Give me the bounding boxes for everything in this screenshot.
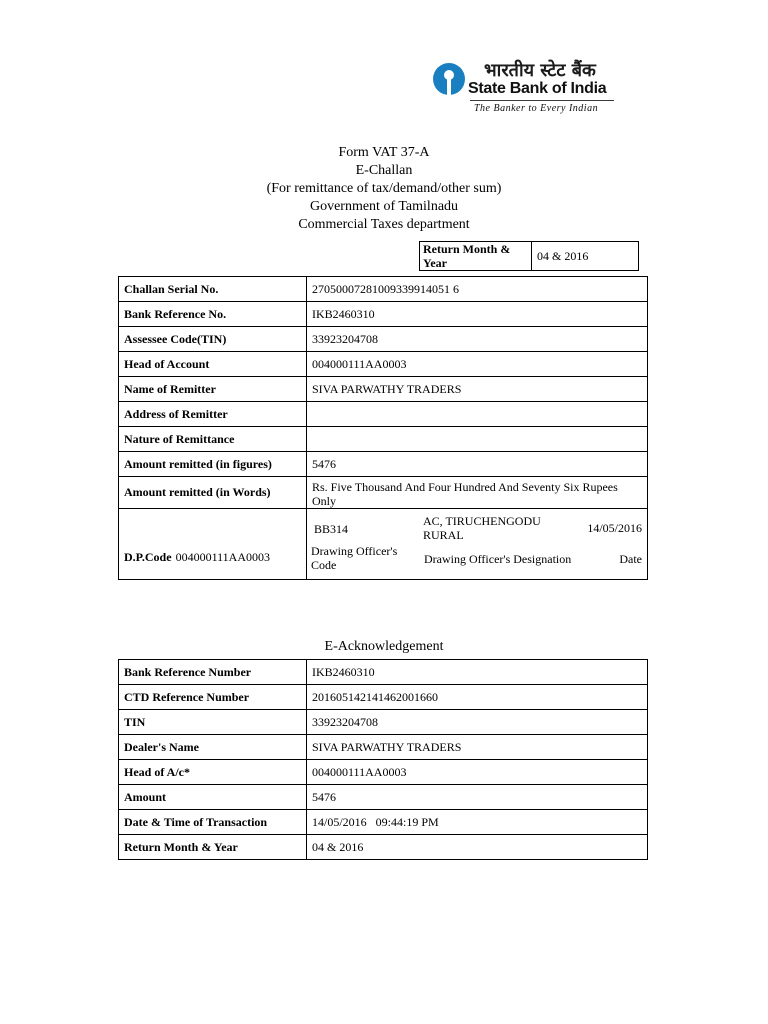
- amount-words-text: Rs. Five Thousand And Four Hundred And Seventy Six Rupees Only: [312, 479, 618, 508]
- amount-figures-value: 5476: [307, 452, 648, 477]
- table-row: [119, 685, 648, 710]
- table-row: [119, 660, 648, 685]
- amount-words-label: Amount remitted (in Words): [119, 477, 307, 509]
- drawing-officer-details: [307, 509, 647, 579]
- ack-dealer-name-value: SIVA PARWATHY TRADERS: [307, 735, 648, 760]
- remitter-name-label: Name of Remitter: [119, 377, 307, 402]
- table-row: [119, 810, 648, 835]
- bank-name-english: State Bank of India: [468, 80, 607, 97]
- challan-serial-value: 27050007281009339914051 6: [307, 277, 648, 302]
- ack-amount-value: 5476: [307, 785, 648, 810]
- return-month-value: 04 & 2016: [532, 242, 639, 271]
- amount-words-value: [307, 477, 648, 509]
- table-row: [119, 452, 648, 477]
- ack-amount-label: Amount: [119, 785, 307, 810]
- table-row: [119, 835, 648, 860]
- dp-code-value: 004000111AA0003: [175, 550, 271, 564]
- drawing-officer-designation-value: AC, TIRUCHENGODU RURAL: [423, 514, 541, 542]
- table-row: [119, 377, 648, 402]
- drawing-date-value: 14/05/2016: [587, 521, 642, 535]
- ack-transaction-time-value: 14/05/2016 09:44:19 PM: [307, 810, 648, 835]
- table-row: [119, 785, 648, 810]
- table-row: [119, 327, 648, 352]
- bank-reference-label: Bank Reference No.: [119, 302, 307, 327]
- form-purpose: (For remittance of tax/demand/other sum): [266, 181, 502, 196]
- remitter-address-value: [307, 402, 648, 427]
- drawing-officer-code-value: BB314: [314, 522, 349, 536]
- head-of-account-value: 004000111AA0003: [307, 352, 648, 377]
- table-row: [119, 735, 648, 760]
- challan-serial-label: Challan Serial No.: [119, 277, 307, 302]
- logo-divider: [470, 100, 614, 101]
- challan-table: [118, 276, 648, 580]
- bank-reference-value: IKB2460310: [307, 302, 648, 327]
- bank-tagline: The Banker to Every Indian: [474, 103, 599, 114]
- table-row: [119, 402, 648, 427]
- ack-head-of-account-value: 004000111AA0003: [307, 760, 648, 785]
- government-name: Government of Tamilnadu: [309, 199, 459, 214]
- form-title: Form VAT 37-A: [338, 145, 430, 160]
- acknowledgement-title: E-Acknowledgement: [324, 639, 444, 654]
- table-row: [119, 352, 648, 377]
- ack-ctd-reference-label: CTD Reference Number: [119, 685, 307, 710]
- assessee-code-value: 33923204708: [307, 327, 648, 352]
- ack-tin-value: 33923204708: [307, 710, 648, 735]
- table-row: [119, 427, 648, 452]
- head-of-account-label: Head of Account: [119, 352, 307, 377]
- assessee-code-label: Assessee Code(TIN): [119, 327, 307, 352]
- ack-head-of-account-label: Head of A/c*: [119, 760, 307, 785]
- remittance-nature-value: [307, 427, 648, 452]
- drawing-officer-code-label: Drawing Officer's Code: [311, 544, 398, 572]
- return-month-box: [419, 241, 639, 271]
- department-name: Commercial Taxes department: [298, 217, 470, 232]
- ack-tin-label: TIN: [119, 710, 307, 735]
- acknowledgement-table: [118, 659, 648, 860]
- form-subtitle: E-Challan: [355, 163, 413, 178]
- remitter-name-value: SIVA PARWATHY TRADERS: [307, 377, 648, 402]
- amount-figures-label: Amount remitted (in figures): [119, 452, 307, 477]
- ack-ctd-reference-value: 201605142141462001660: [307, 685, 648, 710]
- dp-code-label: D.P.Code: [124, 550, 172, 564]
- ack-bank-reference-value: IKB2460310: [307, 660, 648, 685]
- drawing-date-label: Date: [619, 552, 642, 566]
- ack-dealer-name-label: Dealer's Name: [119, 735, 307, 760]
- ack-transaction-time-label: Date & Time of Transaction: [119, 810, 307, 835]
- drawing-officer-designation-label: Drawing Officer's Designation: [424, 552, 572, 566]
- form-title-block: [0, 144, 768, 234]
- table-row: [119, 760, 648, 785]
- ack-return-month-value: 04 & 2016: [307, 835, 648, 860]
- ack-bank-reference-label: Bank Reference Number: [119, 660, 307, 685]
- remittance-nature-label: Nature of Remittance: [119, 427, 307, 452]
- bank-name-hindi: भारतीय स्टेट बैंक: [484, 60, 596, 81]
- dp-code-cell: [119, 509, 307, 580]
- table-row: [119, 302, 648, 327]
- table-row: [119, 277, 648, 302]
- return-month-label: Return Month & Year: [420, 242, 532, 271]
- sbi-logo: [430, 60, 630, 120]
- ack-return-month-label: Return Month & Year: [119, 835, 307, 860]
- table-row: [119, 509, 648, 580]
- table-row: [119, 477, 648, 509]
- drawing-officer-cell: [307, 509, 648, 580]
- sbi-keyhole-icon: [432, 62, 466, 96]
- remitter-address-label: Address of Remitter: [119, 402, 307, 427]
- table-row: [119, 710, 648, 735]
